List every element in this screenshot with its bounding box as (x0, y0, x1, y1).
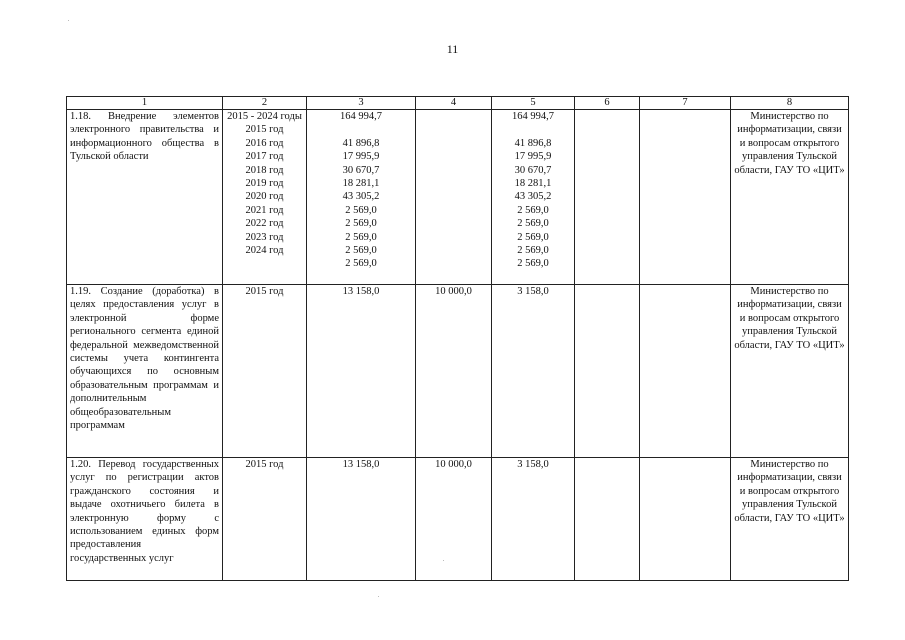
header-cell: 2 (223, 97, 307, 110)
total-funding-cell: 13 158,0 (307, 458, 416, 581)
amount-value: 30 670,7 (514, 164, 552, 176)
regional-funding-cell (492, 110, 575, 285)
measure-name-cell: 1.18. Внедрение элементов электронного правительства и информационного общества в Тульской области (67, 110, 223, 285)
amount-value: 2 569,0 (345, 245, 377, 257)
period-value: 2015 год (245, 124, 284, 136)
header-cell: 4 (416, 97, 492, 110)
total-funding-cell (307, 110, 416, 285)
amount-value: 18 281,1 (514, 178, 552, 190)
header-cell: 6 (575, 97, 640, 110)
regional-funding-cell: 3 158,0 (492, 285, 575, 458)
amount-value: 17 995,9 (514, 151, 552, 163)
scan-speck (378, 596, 379, 597)
amount-value: 2 569,0 (345, 218, 377, 230)
budget-table (66, 96, 849, 581)
col7-cell (640, 285, 731, 458)
amount-value: 43 305,2 (514, 191, 552, 203)
table-row (67, 458, 849, 581)
amount-value: 2 569,0 (345, 204, 377, 216)
header-row (67, 97, 849, 110)
amount-value: 18 281,1 (342, 178, 380, 190)
amount-value (310, 123, 412, 136)
period-value: 2020 год (245, 191, 284, 203)
period-value: 2022 год (245, 218, 284, 230)
period-value: 2017 год (245, 151, 284, 163)
period-cell: 2015 год (223, 285, 307, 458)
header-cell: 5 (492, 97, 575, 110)
federal-funding-cell: 10 000,0 (416, 458, 492, 581)
period-value: 2016 год (245, 137, 284, 149)
period-value: 2015 - 2024 годы (227, 111, 302, 122)
period-value: 2023 год (245, 231, 284, 243)
amount-value: 41 896,8 (514, 137, 552, 149)
amount-value: 41 896,8 (342, 137, 380, 149)
amount-value: 164 994,7 (340, 111, 382, 122)
amount-value: 2 569,0 (345, 258, 377, 270)
federal-funding-cell (416, 110, 492, 285)
amount-value: 2 569,0 (517, 218, 549, 230)
period-cell (223, 110, 307, 285)
amount-value: 43 305,2 (342, 191, 380, 203)
executor-cell: Министерство по информатизации, связи и вопросам открытого управления Тульской области, ГАУ ТО «ЦИТ» (731, 110, 849, 285)
amount-value: 30 670,7 (342, 164, 380, 176)
regional-funding-cell: 3 158,0 (492, 458, 575, 581)
period-value: 2024 год (245, 245, 284, 257)
header-cell: 7 (640, 97, 731, 110)
period-cell: 2015 год (223, 458, 307, 581)
amount-value: 2 569,0 (517, 245, 549, 257)
amount-value: 2 569,0 (517, 204, 549, 216)
amount-value: 164 994,7 (512, 111, 554, 122)
header-cell: 3 (307, 97, 416, 110)
amount-value: 17 995,9 (342, 151, 380, 163)
period-value: 2018 год (245, 164, 284, 176)
amount-value (495, 123, 571, 136)
col7-cell (640, 458, 731, 581)
page-number: 11 (446, 42, 459, 56)
amount-value: 2 569,0 (345, 231, 377, 243)
period-value: 2021 год (245, 204, 284, 216)
header-cell: 8 (731, 97, 849, 110)
period-value: 2019 год (245, 178, 284, 190)
federal-funding-cell: 10 000,0 (416, 285, 492, 458)
col6-cell (575, 285, 640, 458)
total-funding-cell: 13 158,0 (307, 285, 416, 458)
table-row (67, 110, 849, 285)
col6-cell (575, 458, 640, 581)
scan-speck (68, 20, 69, 21)
executor-cell: Министерство по информатизации, связи и вопросам открытого управления Тульской области, ГАУ ТО «ЦИТ» (731, 458, 849, 581)
header-cell: 1 (67, 97, 223, 110)
table-row (67, 285, 849, 458)
col7-cell (640, 110, 731, 285)
amount-value: 2 569,0 (517, 231, 549, 243)
measure-name-cell: 1.19. Создание (доработка) в целях предоставления услуг в электронной форме регионального сегмента единой федеральной межведомственной системы учета контингента обучающихся по основным образовательным программам и дополнительным общеобразовательным программам (67, 285, 223, 458)
executor-cell: Министерство по информатизации, связи и вопросам открытого управления Тульской области, ГАУ ТО «ЦИТ» (731, 285, 849, 458)
measure-name-cell: 1.20. Перевод государственных услуг по регистрации актов гражданского состояния и выдаче охотничьего билета в электронную форму с использованием единых форм предоставления государственных услуг (67, 458, 223, 581)
amount-value: 2 569,0 (517, 258, 549, 270)
col6-cell (575, 110, 640, 285)
